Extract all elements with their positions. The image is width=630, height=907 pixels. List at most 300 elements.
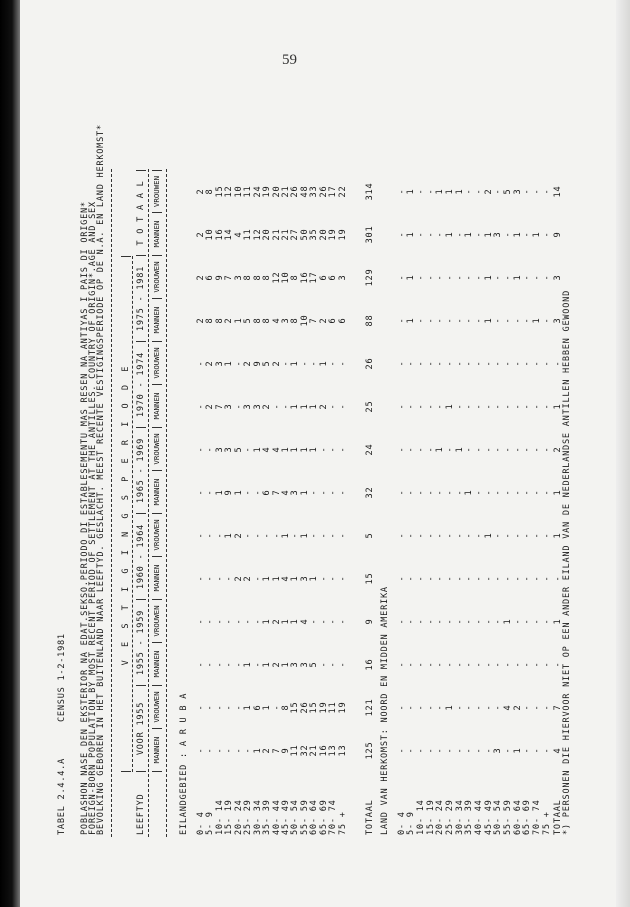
table-cell: - — [532, 618, 543, 625]
table-cell: - — [233, 661, 244, 668]
table-cell: 314 — [365, 182, 375, 201]
table-cell: - — [445, 532, 456, 539]
table-cell: 1 — [532, 317, 543, 324]
table-cell: 1 — [233, 489, 244, 496]
table-row — [493, 170, 503, 842]
table-cell: - — [425, 360, 436, 367]
table-cell: - — [337, 661, 348, 668]
table-cell: - — [503, 446, 514, 453]
age-label: 10- 14 — [214, 799, 225, 835]
table-cell: - — [522, 446, 533, 453]
table-cell: - — [406, 403, 417, 410]
table-cell: 5 — [262, 360, 272, 367]
table-cell: 14 — [224, 228, 235, 241]
table-row — [426, 170, 436, 842]
table-cell: 32 — [365, 486, 375, 499]
table-cell: - — [328, 446, 339, 453]
table-cell: - — [328, 618, 339, 625]
table-cell: - — [243, 532, 253, 539]
table-cell: 11 — [328, 701, 339, 714]
table-cell: 7 — [309, 317, 320, 324]
table-cell: - — [464, 188, 475, 195]
table-cell: - — [464, 446, 475, 453]
table-cell: 26 — [290, 185, 301, 198]
header-period: 1965 - 1969 — [136, 428, 146, 514]
age-label: 20- 24 — [233, 799, 244, 835]
table-cell: - — [416, 747, 426, 754]
table-cell: - — [396, 704, 407, 711]
table-cell: 1 — [454, 446, 465, 453]
table-cell: - — [541, 231, 552, 238]
table-cell: - — [396, 403, 407, 410]
table-cell: 1 — [406, 188, 417, 195]
table-cell: - — [445, 360, 456, 367]
table-cell: 3 — [233, 274, 244, 281]
age-label: 20- 24 — [435, 799, 446, 835]
age-label: 40- 44 — [474, 799, 485, 835]
table-cell: 21 — [271, 228, 282, 241]
table-cell: 1 — [406, 317, 417, 324]
table-row — [435, 170, 445, 842]
title-english: FOREIGN-BORN POPULATION BY MOST RECENT PERIOD OF SETTLEMENT AT THE ANTILLES. COUNTRY OF ORIGIN*.AGE AND SEX — [88, 201, 98, 835]
table-cell: 9 — [365, 618, 375, 625]
table-cell: - — [396, 274, 407, 281]
table-cell: 26 — [365, 357, 375, 370]
table-cell: 16 — [299, 271, 310, 284]
table-cell: 32 — [299, 744, 310, 757]
table-cell: - — [425, 446, 436, 453]
table-cell: - — [195, 360, 206, 367]
header-female: VROUWEN — [152, 170, 162, 213]
table-cell: 12 — [271, 271, 282, 284]
table-cell: - — [512, 618, 523, 625]
table-cell: - — [435, 661, 446, 668]
table-cell: 1 — [290, 403, 301, 410]
table-cell: 11 — [243, 228, 253, 241]
divider — [132, 256, 133, 772]
table-row — [319, 170, 329, 842]
age-label: 10- 14 — [416, 799, 426, 835]
table-cell: - — [445, 274, 456, 281]
table-cell: 16 — [318, 744, 329, 757]
table-cell: 2 — [243, 360, 253, 367]
table-cell: 12 — [252, 228, 263, 241]
table-cell: 1 — [214, 489, 225, 496]
table-cell: - — [425, 231, 436, 238]
table-cell: - — [483, 661, 494, 668]
table-cell: - — [416, 403, 426, 410]
table-cell: 19 — [262, 185, 272, 198]
table-cell: 1 — [406, 274, 417, 281]
table-cell: 33 — [309, 185, 320, 198]
table-cell: - — [483, 747, 494, 754]
table-cell: - — [512, 532, 523, 539]
table-cell: - — [522, 403, 533, 410]
table-cell: - — [205, 532, 216, 539]
table-cell: 20 — [318, 228, 329, 241]
header-period: VOOR 1955 — [136, 686, 146, 772]
header-male: MANNEN — [152, 643, 162, 686]
table-cell: 9 — [252, 360, 263, 367]
table-cell: 5 — [503, 188, 514, 195]
table-cell: - — [318, 489, 329, 496]
header-total: T O T A A L — [136, 170, 146, 256]
title-dutch: BEVOLKING GEBOREN IN HET BUITENLAND NAAR LEEFTYD. GESLACHT. MEEST RECENTE VESTIGINGSPERIODE OP DE N.A. EN LAND HERKOMST* — [96, 124, 106, 835]
table-cell: 1 — [299, 446, 310, 453]
table-cell: - — [280, 403, 291, 410]
header-female: VROUWEN — [152, 256, 162, 299]
table-cell: - — [464, 704, 475, 711]
table-cell: - — [416, 532, 426, 539]
table-cell: 1 — [299, 489, 310, 496]
table-cell: 1 — [553, 403, 563, 410]
table-cell: 5 — [243, 317, 253, 324]
table-cell: 15 — [309, 701, 320, 714]
table-cell: - — [512, 446, 523, 453]
table-cell: - — [532, 704, 543, 711]
table-cell: - — [541, 704, 552, 711]
table-row — [309, 170, 319, 842]
table-cell: - — [425, 317, 436, 324]
age-label: 65- 69 — [318, 799, 329, 835]
table-cell: 1 — [280, 446, 291, 453]
table-cell: - — [271, 532, 282, 539]
table-cell: 15 — [365, 572, 375, 585]
table-row — [532, 170, 542, 842]
table-cell: 1 — [233, 317, 244, 324]
table-cell: 129 — [365, 268, 375, 287]
table-row — [503, 170, 513, 842]
table-cell: 16 — [365, 658, 375, 671]
table-row — [484, 170, 494, 842]
table-cell: 1 — [262, 618, 272, 625]
divider — [148, 169, 149, 837]
table-cell: - — [416, 274, 426, 281]
table-cell: - — [464, 274, 475, 281]
table-cell: - — [522, 532, 533, 539]
table-cell: - — [474, 403, 485, 410]
table-cell: 2 — [553, 446, 563, 453]
table-cell: 2 — [271, 360, 282, 367]
table-cell: - — [541, 360, 552, 367]
age-label: 50- 54 — [493, 799, 504, 835]
table-cell: - — [474, 231, 485, 238]
table-cell: - — [474, 532, 485, 539]
table-cell: 9 — [280, 747, 291, 754]
table-cell: 3 — [337, 274, 348, 281]
table-cell: 1 — [252, 747, 263, 754]
table-cell: - — [406, 489, 417, 496]
table-cell: - — [195, 704, 206, 711]
table-cell: 2 — [195, 231, 206, 238]
age-label: 35- 39 — [262, 799, 272, 835]
table-cell: - — [474, 360, 485, 367]
table-cell: - — [328, 532, 339, 539]
table-cell: - — [541, 489, 552, 496]
table-cell: 21 — [280, 185, 291, 198]
table-cell: - — [214, 618, 225, 625]
table-cell: 9 — [224, 489, 235, 496]
table-cell: - — [493, 661, 504, 668]
table-cell: - — [328, 360, 339, 367]
table-cell: - — [299, 360, 310, 367]
table-row — [262, 170, 272, 842]
table-row — [416, 170, 426, 842]
table-cell: - — [541, 274, 552, 281]
table-cell: - — [396, 575, 407, 582]
divider — [166, 169, 167, 837]
table-cell: 3 — [493, 747, 504, 754]
table-cell: - — [280, 360, 291, 367]
table-cell: 15 — [290, 701, 301, 714]
table-cell: - — [425, 274, 436, 281]
table-cell: 2 — [195, 317, 206, 324]
age-label: 65- 69 — [522, 799, 533, 835]
table-cell: - — [541, 575, 552, 582]
table-cell: - — [553, 661, 563, 668]
table-cell: 8 — [280, 704, 291, 711]
table-cell: - — [205, 747, 216, 754]
table-cell: 6 — [328, 317, 339, 324]
table-cell: - — [522, 317, 533, 324]
table-cell: 1 — [435, 188, 446, 195]
table-cell: - — [464, 575, 475, 582]
table-cell: 17 — [309, 271, 320, 284]
table-cell: 10 — [280, 271, 291, 284]
table-cell: - — [541, 661, 552, 668]
table-cell: - — [493, 274, 504, 281]
table-cell: - — [474, 489, 485, 496]
table-cell: 8 — [290, 317, 301, 324]
table-cell: 24 — [365, 443, 375, 456]
table-cell: 1 — [435, 446, 446, 453]
age-label: 0- 4 — [195, 811, 206, 835]
age-label: 55- 59 — [299, 799, 310, 835]
table-cell: - — [493, 188, 504, 195]
table-cell: - — [454, 747, 465, 754]
table-row — [224, 170, 234, 842]
table-cell: - — [532, 274, 543, 281]
header-sex-row — [152, 170, 162, 842]
age-label: 50- 54 — [290, 799, 301, 835]
table-cell: - — [396, 317, 407, 324]
table-cell: - — [309, 618, 320, 625]
table-cell: 20 — [262, 228, 272, 241]
table-cell: 2 — [262, 747, 272, 754]
table-cell: - — [532, 747, 543, 754]
table-cell: 1 — [503, 618, 514, 625]
scan-edge-left — [0, 0, 20, 907]
table-cell: 1 — [280, 618, 291, 625]
table-cell: - — [214, 704, 225, 711]
table-cell: - — [464, 360, 475, 367]
table-cell: - — [532, 188, 543, 195]
table-cell: - — [233, 618, 244, 625]
table-cell: 3 — [493, 231, 504, 238]
table-cell: - — [406, 661, 417, 668]
table-cell: - — [205, 618, 216, 625]
table-cell: - — [553, 360, 563, 367]
table-cell: - — [243, 747, 253, 754]
table-cell: - — [252, 532, 263, 539]
table-cell: - — [522, 489, 533, 496]
table-cell: - — [252, 489, 263, 496]
table-row — [328, 170, 338, 842]
table-cell: 3 — [299, 575, 310, 582]
total-label: TOTAAL — [553, 799, 563, 835]
table-cell: - — [493, 403, 504, 410]
table-cell: - — [532, 661, 543, 668]
table-cell: - — [425, 489, 436, 496]
table-cell: - — [503, 360, 514, 367]
table-cell: - — [503, 489, 514, 496]
table-cell: - — [512, 403, 523, 410]
table-cell: - — [406, 446, 417, 453]
table-cell: 125 — [365, 741, 375, 760]
table-cell: - — [503, 532, 514, 539]
table-cell: - — [195, 747, 206, 754]
table-cell: - — [493, 317, 504, 324]
table-cell: 8 — [205, 188, 216, 195]
table-cell: 2 — [262, 403, 272, 410]
table-cell: 1 — [280, 532, 291, 539]
table-cell: - — [435, 360, 446, 367]
table-cell: 26 — [299, 701, 310, 714]
table-cell: 1 — [532, 231, 543, 238]
table-cell: - — [541, 532, 552, 539]
table-cell: - — [406, 618, 417, 625]
table-cell: - — [464, 661, 475, 668]
table-cell: 1 — [406, 231, 417, 238]
table-cell: - — [493, 360, 504, 367]
table-cell: 4 — [280, 575, 291, 582]
table-cell: - — [483, 446, 494, 453]
table-cell: - — [464, 317, 475, 324]
section-label: LAND VAN HERKOMST: NOORD EN MIDDEN AMERIKA — [380, 586, 390, 835]
age-label: 15- 19 — [425, 799, 436, 835]
table-cell: - — [205, 575, 216, 582]
table-cell: 4 — [280, 489, 291, 496]
table-cell: 4 — [233, 231, 244, 238]
table-cell: 1 — [290, 446, 301, 453]
table-cell: 1 — [224, 532, 235, 539]
table-cell: - — [396, 188, 407, 195]
page-number: 59 — [282, 52, 297, 68]
table-cell: 3 — [553, 274, 563, 281]
table-cell: - — [454, 231, 465, 238]
table-cell: - — [233, 403, 244, 410]
table-cell: - — [464, 618, 475, 625]
age-label: 25- 29 — [445, 799, 456, 835]
age-label: 5- 9 — [406, 811, 417, 835]
table-cell: 1 — [483, 317, 494, 324]
table-cell: - — [541, 618, 552, 625]
header-male: MANNEN — [152, 299, 162, 342]
table-cell: - — [195, 575, 206, 582]
table-cell: - — [503, 403, 514, 410]
header-age: LEEFTYD — [136, 793, 146, 835]
age-label: 35- 39 — [464, 799, 475, 835]
table-cell: - — [416, 618, 426, 625]
table-cell: - — [224, 661, 235, 668]
table-cell: - — [503, 575, 514, 582]
table-cell: - — [233, 360, 244, 367]
table-cell: 3 — [299, 661, 310, 668]
table-cell: - — [406, 360, 417, 367]
table-cell: 6 — [337, 317, 348, 324]
table-cell: - — [522, 274, 533, 281]
table-cell: 1 — [262, 575, 272, 582]
table-cell: 10 — [205, 228, 216, 241]
table-cell: - — [328, 489, 339, 496]
table-cell: - — [454, 274, 465, 281]
table-cell: 22 — [337, 185, 348, 198]
table-cell: - — [522, 704, 533, 711]
table-cell: 1 — [271, 575, 282, 582]
table-cell: - — [406, 704, 417, 711]
table-cell: 8 — [205, 317, 216, 324]
table-cell: - — [483, 704, 494, 711]
table-cell: - — [474, 317, 485, 324]
table-cell: - — [233, 704, 244, 711]
table-cell: - — [337, 575, 348, 582]
table-cell: 1 — [262, 661, 272, 668]
header-periods-row — [136, 170, 146, 842]
table-cell: 1 — [280, 661, 291, 668]
footnote: *) PERSONEN DIE HIERVOOR NIET OP EEN ANDER EILAND VAN DE NEDERLANDSE ANTILLEN HEBBEN GEWOOND — [562, 290, 572, 835]
table-cell: 1 — [299, 532, 310, 539]
table-cell: 19 — [328, 228, 339, 241]
table-cell: 25 — [365, 400, 375, 413]
table-cell: 3 — [280, 317, 291, 324]
table-cell: 26 — [318, 185, 329, 198]
header-male: MANNEN — [152, 385, 162, 428]
table-cell: - — [406, 575, 417, 582]
table-cell: - — [214, 575, 225, 582]
table-cell: 1 — [483, 231, 494, 238]
table-cell: 3 — [224, 403, 235, 410]
table-cell: 19 — [318, 701, 329, 714]
table-cell: - — [396, 661, 407, 668]
table-row — [464, 170, 474, 842]
table-cell: - — [252, 575, 263, 582]
table-cell: 9 — [553, 231, 563, 238]
table-cell: - — [541, 747, 552, 754]
table-cell: - — [416, 360, 426, 367]
table-cell: - — [243, 489, 253, 496]
table-cell: - — [541, 317, 552, 324]
table-cell: 6 — [318, 274, 329, 281]
table-cell: - — [503, 317, 514, 324]
table-cell: 3 — [512, 188, 523, 195]
table-cell: 3 — [290, 489, 301, 496]
table-cell: - — [493, 704, 504, 711]
table-id: TABEL 2.4.4.A — [57, 757, 67, 835]
table-cell: - — [318, 446, 329, 453]
table-cell: 5 — [309, 661, 320, 668]
table-cell: - — [425, 618, 436, 625]
table-cell: - — [445, 661, 456, 668]
table-row — [513, 170, 523, 842]
table-cell: 121 — [365, 698, 375, 717]
table-cell: - — [445, 618, 456, 625]
table-cell: - — [425, 188, 436, 195]
table-cell: - — [435, 317, 446, 324]
table-cell: - — [224, 618, 235, 625]
header-male: MANNEN — [152, 557, 162, 600]
table-cell: - — [425, 575, 436, 582]
age-label: 0- 4 — [396, 811, 407, 835]
